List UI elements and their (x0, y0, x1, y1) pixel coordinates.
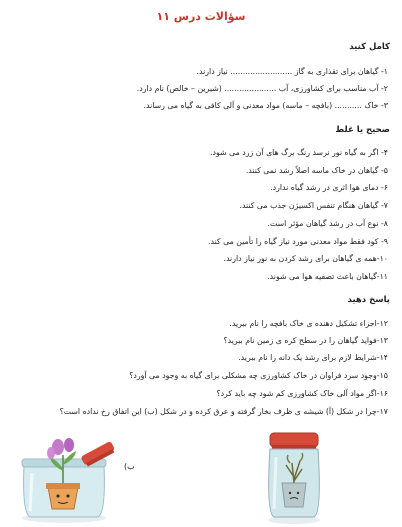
question-13: ۱۳-فواید گیاهان را در سطح کره ی زمین نام ببرید؟ (223, 336, 388, 345)
question-11: ۱۱-گیاهان باعث تصفیه هوا می شوند. (267, 272, 388, 281)
question-14: ۱۴-شرایط لازم برای رشد یک دانه را نام ببرید. (238, 353, 388, 362)
page-title: سؤالات درس ۱۱ (156, 10, 246, 23)
question-3: ۳- خاک ........... (بافچه – ماسه) مواد معدنی و آلی کافی به گیاه می رساند. (143, 101, 388, 110)
question-8: ۸- نوع آب در رشد گیاهان مؤثر است. (267, 219, 388, 228)
section-answer: پاسخ دهید (347, 295, 390, 305)
question-10: ۱۰-همه ی گیاهان برای رشد کردن به نور نیاز دارند. (223, 254, 388, 263)
question-16: ۱۶-اگر مواد آلی خاک کشاورزی کم شود چه باید کرد؟ (216, 389, 388, 398)
question-4: ۴- اگر به گیاه نور نرسد رنگ برگ های آن زرد می شود. (210, 148, 388, 157)
section-complete: کامل کنید (349, 42, 390, 52)
open-jar-plant-illustration (6, 425, 126, 525)
question-1: ۱- گیاهان برای تقذاری به گاز ......................... نیاز دارند. (196, 67, 388, 76)
closed-jar-plant-illustration (262, 429, 326, 525)
question-12: ۱۲-اجزاء تشکیل دهنده ی خاک بافچه را نام ببرید. (229, 319, 388, 328)
question-5: ۵- گیاهان در خاک ماسه اصلاً رشد نمی کنند. (245, 166, 388, 175)
question-7: ۷- گیاهان هنگام تنفس اکسیژن جذب می کنند. (239, 201, 388, 210)
figure-b-label: ب) (124, 462, 135, 471)
section-true-false: صحیح یا غلط (335, 125, 390, 135)
question-17: ۱۷-چرا در شکل (آ) شیشه ی ظرف بخار گرفته و عرق کرده و در شکل (ب) این اتفاق رخ نداده است؟ (59, 407, 388, 416)
question-2: ۲- آب مناسب برای کشاورزی، آب ..................... (شیرین – خالص) نام دارد. (136, 84, 388, 93)
question-6: ۶- دمای هوا اثری در رشد گیاه ندارد. (270, 183, 388, 192)
question-9: ۹- کود فقط مواد معدنی مورد نیاز گیاه را تأمین می کند. (208, 237, 388, 246)
question-15: ۱۵-وجود سرد فراوان در خاک کشاورزی چه مشکلی برای گیاه به وجود می آورد؟ (129, 371, 388, 380)
